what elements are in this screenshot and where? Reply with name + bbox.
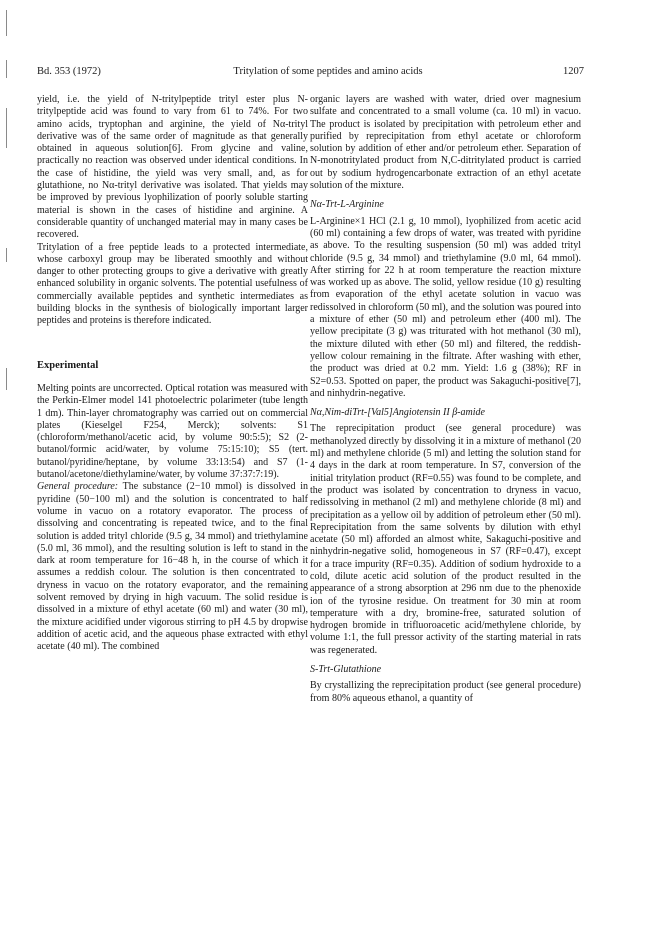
methods-paragraph: Melting points are uncorrected. Optical rotation was measured with the Perkin-Elmer model 141 photoelectric polarimeter (tube length 1 dm). Thin-layer chromatography was carried out on commercial plates (Kieselgel F254, Merck); solvents: S1 (chloroform/methanol/acetic acid, by volume 90:5:5); S2 (2-butanol/formic acid/water, by volume 75:15:10); S5 (tert. butanol/pyridine/heptane, by volume 33:13:54) and S7 (1-butanol/acetone/diethylamine/water, by volume 37:37:7:19). xyxy=(37,382,308,481)
scan-edge-mark xyxy=(6,108,7,148)
journal-volume: Bd. 353 (1972) xyxy=(37,66,101,77)
subheading-angiotensin: Nα,Nim-diTrt-[Val5]Angiotensin II β-amide xyxy=(310,407,485,419)
general-procedure-text: The substance (2−10 mmol) is dissolved in pyridine (50−100 ml) and the solution is concentrated to half volume in vacuo on a rotatory evaporator. The process of dissolving and concentrating is repeated twice, and to the final solution is added trityl chloride (9.5 g, 34 mmol) and triethylamine (5.0 ml, 36 mmol), and the resulting solution is left to stand in the dark at room temperature for 16−48 h, in the course of which it assumes a reddish colour. The solution is then concentrated to dryness in vacuo on the rotatory evaporator, and the remaining solvent removed by drying in high vacuum. The solid residue is dissolved in a mixture of ethyl acetate (60 ml) and water (30 ml), the mixture acidified under vigorous stirring to pH 4.5 by dropwise addition of acetic acid, and the aqueous phase extracted with ethyl acetate (40 ml). The combined xyxy=(37,481,308,653)
scan-edge-mark xyxy=(6,60,7,78)
scan-edge-mark xyxy=(6,10,7,36)
subheading-glutathione: S-Trt-Glutathione xyxy=(310,664,382,676)
right-column xyxy=(310,94,581,705)
glutathione-paragraph: By crystallizing the reprecipitation product (see general procedure) from 80% aqueous ethanol, a quantity of xyxy=(310,680,581,704)
scan-edge-mark xyxy=(6,368,7,390)
procedure-continuation: organic layers are washed with water, dried over magnesium sulfate and concentrated to a small volume (ca. 10 ml) in vacuo. The product is isolated by precipitation with petroleum ether and purified by reprecipitation from ethyl acetate or chloroform solution by addition of ether and/or petroleum ether. Separation of N-monotritylated product from N,C-ditritylated product is carried out by sodium hydrogencarbonate extraction of an ethyl acetate solution of the mixture. xyxy=(310,94,581,192)
discussion-paragraph: Tritylation of a free peptide leads to a protected intermediate, whose carboxyl group may be liberated smoothly and without danger to other protecting groups to give a derivative with greatly enhanced solubility in organic solvents. The potential usefulness of commercially available peptides and synthetic intermediates as building blocks in the synthesis of biologically important larger peptides and proteins is therefore indicated. xyxy=(37,241,308,327)
general-procedure-label: General procedure: xyxy=(37,481,119,493)
subheading-arginine: Nα-Trt-L-Arginine xyxy=(310,199,384,211)
scan-edge-mark xyxy=(6,248,7,262)
running-title: Tritylation of some peptides and amino acids xyxy=(233,66,423,77)
general-procedure-paragraph xyxy=(37,481,308,653)
section-title-experimental: Experimental xyxy=(37,359,99,371)
left-column xyxy=(37,94,308,653)
page-number: 1207 xyxy=(563,66,584,77)
results-paragraph: yield, i.e. the yield of N-tritylpeptide trityl ester plus N-tritylpeptide acid was found to vary from 61 to 74%. For two amino acids, tryptophan and arginine, the yield of Nα-trityl derivative was of the same order of magnitude as that generally obtained in aqueous solution[6]. From glycine and valine, practically no reaction was observed under identical conditions. In the case of histidine, the yield was very small, and, as for glutathione, no Nα-trityl derivative was isolated. That yields may be improved by previous lyophilization of poorly soluble starting material is shown in the cases of histidine and arginine. A considerable quantity of unchanged material may in many cases be recovered. xyxy=(37,94,308,241)
angiotensin-paragraph: The reprecipitation product (see general procedure) was methanolyzed directly by dissolving it in a mixture of methanol (20 ml) and methylene chloride (5 ml) and letting the solution stand for 4 days in the dark at room temperature. In S7, conversion of the initial tritylation product (RF=0.55) was found to be complete, and the product was isolated by concentration to dryness in vacuo, redissolving in methanol (2 ml) and methylene chloride (8 ml) and precipitation as a yellow oil by addition of petroleum ether (50 ml). Reprecipitation from the same solvents by dilution with ethyl acetate (50 ml) afforded an almost white, Sakaguchi-positive and ninhydrin-negative solid, homogeneous in S7 (RF=0.47), except for a trace impurity (RF=0.35). Addition of sodium hydroxide to a cold, dilute acetic acid solution of the product resulted in the appearance of a strong absorption at 296 nm due to the phenoxide ion of the tyrosine residue. On treatment for 30 min at room temperature with a dry, bromine-free, saturated solution of hydrogen bromide in trifluoroacetic acid/methylene chloride, by volume 1:1, the full pressor activity of the starting material in rats was regenerated. xyxy=(310,423,581,656)
arginine-paragraph: L-Arginine×1 HCl (2.1 g, 10 mmol), lyophilized from acetic acid (60 ml) containing a few drops of water, was treated with pyridine as above. To the resulting suspension (50 ml) was added trityl chloride (9.5 g, 34 mmol) and triethylamine (9.0 ml, 64 mmol). After stirring for 22 h at room temperature the reaction mixture was worked up as above. The solid, yellow residue (10 g) resulting from evaporation of the ethyl acetate solution in vacuo was redissolved in chloroform (50 ml), and the solution was poured into a mixture of ether (50 ml) and petroleum ether (400 ml). The yellow precipitate (3 g) was triturated with hot methanol (30 ml), the mixture diluted with ether (50 ml) and filtered, the reddish-yellow colour remaining in the filtrate. After washing with ether, the product was dried at 0.2 mm. Yield: 1.6 g (38%); RF in S2=0.53. Spotted on paper, the product was Sakaguchi-positive[7], and ninhydrin-negative. xyxy=(310,215,581,399)
